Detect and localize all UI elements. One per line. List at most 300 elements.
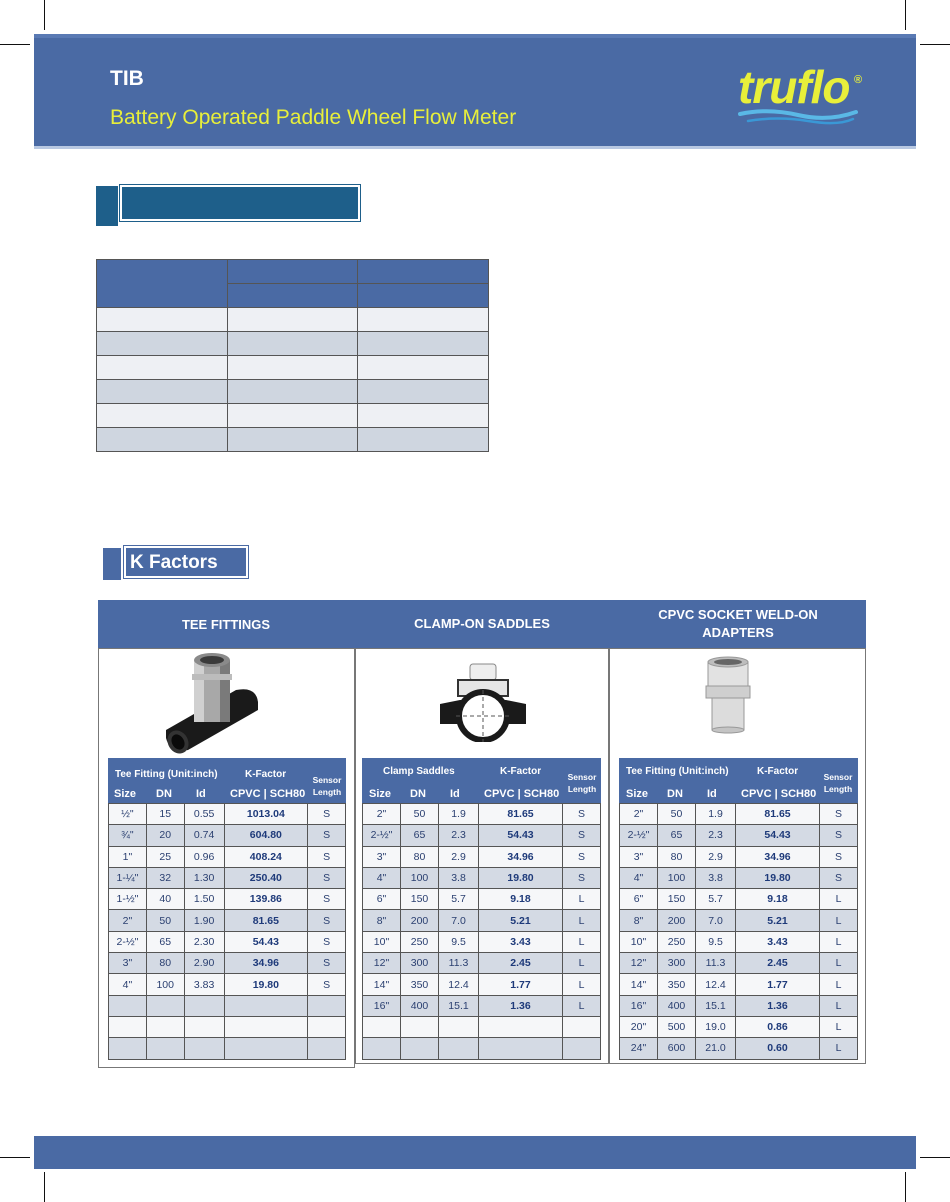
table-row	[97, 332, 489, 356]
table-cell	[97, 308, 228, 332]
table-cell	[97, 380, 228, 404]
dn-cell	[146, 995, 184, 1016]
kfactor-cell: 1.77	[736, 974, 820, 995]
sensor-length-cell: S	[308, 804, 346, 825]
kfactor-cell: 250.40	[224, 867, 308, 888]
kfactor-cell: 54.43	[736, 825, 820, 846]
table-row	[97, 308, 489, 332]
id-cell: 21.0	[696, 1038, 736, 1059]
sensor-length-cell: L	[820, 910, 858, 931]
section-marker	[96, 186, 118, 226]
size-cell	[109, 1016, 147, 1037]
sensor-length-cell: S	[563, 846, 601, 867]
kfactor-cell: 2.45	[479, 953, 563, 974]
clamp-kfactor-label: K-Factor	[500, 766, 542, 777]
id-cell: 7.0	[439, 910, 479, 931]
socket-col-id: Id	[707, 788, 717, 800]
tee-caption: Tee Fitting (Unit:inch)	[115, 769, 218, 780]
table-row	[620, 931, 858, 952]
table-row	[363, 889, 601, 910]
tee-kfactor-label: K-Factor	[245, 769, 287, 780]
dn-cell: 50	[146, 910, 184, 931]
tee-table-header	[108, 758, 346, 803]
clamp-saddle-icon	[436, 660, 530, 742]
socket-kfactor-label: K-Factor	[757, 766, 799, 777]
table-header-cell	[227, 284, 358, 308]
kfactor-cell: 3.43	[479, 931, 563, 952]
id-cell	[439, 1016, 479, 1037]
id-cell: 1.9	[696, 804, 736, 825]
k-factors-title: K Factors	[124, 546, 248, 578]
table-header-cell	[227, 260, 358, 284]
kfactor-cell: 81.65	[736, 804, 820, 825]
table-row	[620, 804, 858, 825]
table-cell	[227, 404, 358, 428]
size-cell: 10"	[363, 931, 401, 952]
socket-col-k: CPVC | SCH80	[741, 788, 817, 800]
column-title-clamp: CLAMP-ON SADDLES	[414, 616, 550, 631]
id-cell	[439, 1038, 479, 1059]
clamp-col-id: Id	[450, 788, 460, 800]
socket-adapter-icon	[702, 656, 754, 734]
truflo-logo	[738, 60, 878, 130]
table-row	[97, 260, 489, 284]
dn-cell: 400	[658, 995, 696, 1016]
table-row	[97, 356, 489, 380]
size-cell: 14"	[620, 974, 658, 995]
tee-kfactor-table	[108, 803, 346, 1060]
table-header-cell	[358, 260, 489, 284]
sensor-label-line: Sensor	[567, 772, 597, 782]
kfactor-cell: 19.80	[479, 867, 563, 888]
size-cell: 2"	[109, 910, 147, 931]
size-cell: 24"	[620, 1038, 658, 1059]
id-cell: 0.74	[184, 825, 224, 846]
sensor-length-cell: L	[820, 1038, 858, 1059]
table-row	[109, 953, 346, 974]
id-cell: 1.9	[439, 804, 479, 825]
tee-sensor-label	[309, 774, 345, 798]
sensor-length-cell: S	[308, 846, 346, 867]
dn-cell: 600	[658, 1038, 696, 1059]
size-cell: 20"	[620, 1016, 658, 1037]
kfactor-cell: 9.18	[736, 889, 820, 910]
socket-caption: Tee Fitting (Unit:inch)	[626, 766, 729, 777]
size-cell: 10"	[620, 931, 658, 952]
table-row	[620, 889, 858, 910]
id-cell: 1.90	[184, 910, 224, 931]
sensor-length-cell	[308, 1038, 346, 1059]
id-cell: 12.4	[696, 974, 736, 995]
table-cell	[227, 332, 358, 356]
id-cell: 0.55	[184, 804, 224, 825]
kfactor-cell: 81.65	[479, 804, 563, 825]
id-cell: 9.5	[439, 931, 479, 952]
table-cell	[358, 404, 489, 428]
crop-mark	[0, 1157, 30, 1158]
sensor-length-cell: S	[563, 867, 601, 888]
dn-cell: 300	[401, 953, 439, 974]
sensor-length-cell: S	[308, 889, 346, 910]
dn-cell: 200	[658, 910, 696, 931]
size-cell: 2"	[363, 804, 401, 825]
id-cell: 3.8	[696, 867, 736, 888]
kfactor-cell: 19.80	[736, 867, 820, 888]
dn-cell: 40	[146, 889, 184, 910]
sensor-length-cell: S	[308, 867, 346, 888]
table-row	[363, 995, 601, 1016]
sensor-length-cell: S	[563, 804, 601, 825]
size-cell: 14"	[363, 974, 401, 995]
size-cell	[363, 1016, 401, 1037]
sensor-length-cell: S	[308, 825, 346, 846]
socket-sensor-label	[820, 771, 856, 795]
clamp-table-header	[362, 758, 601, 803]
id-cell: 11.3	[439, 953, 479, 974]
table-row	[620, 825, 858, 846]
table-cell	[97, 404, 228, 428]
sensor-length-cell: L	[820, 953, 858, 974]
sensor-length-cell: L	[820, 889, 858, 910]
crop-mark	[44, 0, 45, 30]
dn-cell: 500	[658, 1016, 696, 1037]
dn-cell: 50	[658, 804, 696, 825]
kfactor-cell: 81.65	[224, 910, 308, 931]
kfactor-cell: 34.96	[736, 846, 820, 867]
kfactor-cell: 3.43	[736, 931, 820, 952]
id-cell: 5.7	[439, 889, 479, 910]
dn-cell: 65	[146, 931, 184, 952]
sensor-length-cell: S	[820, 804, 858, 825]
id-cell: 3.8	[439, 867, 479, 888]
table-row	[620, 1016, 858, 1037]
table-cell	[97, 428, 228, 452]
header-underline	[34, 146, 916, 149]
sensor-length-cell: S	[308, 931, 346, 952]
id-cell: 9.5	[696, 931, 736, 952]
crop-mark	[44, 1172, 45, 1202]
table-cell	[358, 308, 489, 332]
table-row	[620, 974, 858, 995]
dn-cell: 80	[401, 846, 439, 867]
kfactor-cell	[224, 995, 308, 1016]
dn-cell: 250	[401, 931, 439, 952]
crop-mark	[0, 44, 30, 45]
section-marker	[103, 548, 121, 580]
kfactor-cell: 1.77	[479, 974, 563, 995]
socket-table-header	[619, 758, 858, 803]
size-cell	[109, 995, 147, 1016]
crop-mark	[905, 1172, 906, 1202]
sensor-length-cell: L	[820, 995, 858, 1016]
clamp-sensor-label	[564, 771, 600, 795]
dn-cell: 150	[401, 889, 439, 910]
table-row	[363, 910, 601, 931]
table-cell	[227, 308, 358, 332]
footer-band	[34, 1136, 916, 1169]
dn-cell: 50	[401, 804, 439, 825]
table-row	[620, 846, 858, 867]
table-row	[363, 846, 601, 867]
size-cell: 2"	[620, 804, 658, 825]
dn-cell: 80	[658, 846, 696, 867]
crop-mark	[920, 1157, 950, 1158]
table-row	[109, 931, 346, 952]
kfactor-cell	[224, 1016, 308, 1037]
id-cell: 7.0	[696, 910, 736, 931]
tee-fitting-icon	[158, 650, 268, 756]
column-title-socket-line2: ADAPTERS	[702, 625, 774, 640]
size-cell: 8"	[620, 910, 658, 931]
table-cell	[358, 356, 489, 380]
kfactor-cell: 19.80	[224, 974, 308, 995]
sensor-label-line: Length	[823, 784, 853, 794]
table-cell	[358, 332, 489, 356]
kfactor-cell: 34.96	[224, 953, 308, 974]
table-cell	[227, 428, 358, 452]
table-row	[620, 867, 858, 888]
kfactor-cell	[479, 1038, 563, 1059]
id-cell: 2.9	[696, 846, 736, 867]
sensor-length-cell: L	[563, 910, 601, 931]
kfactor-cell: 5.21	[479, 910, 563, 931]
kfactor-cell: 34.96	[479, 846, 563, 867]
id-cell: 2.3	[439, 825, 479, 846]
table-cell	[227, 380, 358, 404]
dn-cell: 15	[146, 804, 184, 825]
size-cell: 4"	[363, 867, 401, 888]
socket-col-dn: DN	[667, 788, 683, 800]
dn-cell: 250	[658, 931, 696, 952]
logo-wordmark: truflo	[738, 61, 850, 113]
sensor-length-cell: L	[563, 931, 601, 952]
clamp-caption: Clamp Saddles	[383, 766, 455, 777]
size-cell: 12"	[620, 953, 658, 974]
size-cell: 8"	[363, 910, 401, 931]
sensor-length-cell	[308, 1016, 346, 1037]
sensor-length-cell: S	[820, 825, 858, 846]
size-cell: 1-½"	[109, 889, 147, 910]
column-title-tee: TEE FITTINGS	[181, 617, 271, 632]
logo-wave-icon	[738, 106, 858, 126]
id-cell: 5.7	[696, 889, 736, 910]
sensor-length-cell	[563, 1016, 601, 1037]
id-cell: 11.3	[696, 953, 736, 974]
size-cell: 1"	[109, 846, 147, 867]
table-cell	[97, 332, 228, 356]
table-row	[363, 974, 601, 995]
table-row	[363, 1038, 601, 1059]
section-title-bar	[120, 185, 360, 221]
dn-cell: 350	[658, 974, 696, 995]
id-cell: 3.83	[184, 974, 224, 995]
id-cell: 2.3	[696, 825, 736, 846]
size-cell	[363, 1038, 401, 1059]
kfactor-cell: 139.86	[224, 889, 308, 910]
table-row	[363, 825, 601, 846]
logo-registered-mark: ®	[854, 74, 863, 86]
dn-cell: 100	[146, 974, 184, 995]
table-row	[97, 428, 489, 452]
table-cell	[227, 356, 358, 380]
table-row	[620, 953, 858, 974]
size-cell: 3"	[620, 846, 658, 867]
clamp-col-k: CPVC | SCH80	[484, 788, 560, 800]
size-cell: 4"	[620, 867, 658, 888]
size-cell	[109, 1038, 147, 1059]
crop-mark	[905, 0, 906, 30]
id-cell	[184, 1016, 224, 1037]
dn-cell: 25	[146, 846, 184, 867]
size-cell: 2-½"	[109, 931, 147, 952]
sensor-label-line: Length	[567, 784, 597, 794]
kfactor-cell: 1.36	[479, 995, 563, 1016]
sensor-label-line: Sensor	[312, 775, 342, 785]
kfactor-cell: 54.43	[224, 931, 308, 952]
size-cell: 6"	[620, 889, 658, 910]
table-cell	[358, 428, 489, 452]
id-cell: 1.30	[184, 867, 224, 888]
kfactor-cell	[479, 1016, 563, 1037]
id-cell: 0.96	[184, 846, 224, 867]
table-row	[97, 404, 489, 428]
size-cell: 16"	[620, 995, 658, 1016]
id-cell: 12.4	[439, 974, 479, 995]
clamp-kfactor-table	[362, 803, 601, 1060]
sensor-label-line: Length	[312, 787, 342, 797]
table-row	[109, 1038, 346, 1059]
tee-col-id: Id	[196, 788, 206, 800]
table-cell	[97, 356, 228, 380]
size-cell: 1-¼"	[109, 867, 147, 888]
kfactor-cell: 2.45	[736, 953, 820, 974]
kfactor-cell: 5.21	[736, 910, 820, 931]
specification-table	[96, 259, 489, 452]
dn-cell: 65	[401, 825, 439, 846]
size-cell: ½"	[109, 804, 147, 825]
kfactor-cell: 408.24	[224, 846, 308, 867]
dn-cell	[146, 1038, 184, 1059]
sensor-length-cell: S	[820, 867, 858, 888]
id-cell: 19.0	[696, 1016, 736, 1037]
sensor-length-cell: L	[820, 931, 858, 952]
sensor-length-cell: S	[563, 825, 601, 846]
dn-cell	[401, 1016, 439, 1037]
kfactor-cell: 1013.04	[224, 804, 308, 825]
clamp-col-dn: DN	[410, 788, 426, 800]
table-row	[109, 974, 346, 995]
dn-cell: 350	[401, 974, 439, 995]
sensor-length-cell: L	[820, 1016, 858, 1037]
sensor-length-cell: S	[308, 953, 346, 974]
table-row	[109, 995, 346, 1016]
kfactor-cell: 0.86	[736, 1016, 820, 1037]
dn-cell: 150	[658, 889, 696, 910]
socket-kfactor-table	[619, 803, 858, 1060]
dn-cell	[146, 1016, 184, 1037]
dn-cell: 80	[146, 953, 184, 974]
table-header-cell	[358, 284, 489, 308]
dn-cell: 100	[658, 867, 696, 888]
table-row	[109, 1016, 346, 1037]
size-cell: 2-½"	[363, 825, 401, 846]
table-row	[620, 910, 858, 931]
sensor-length-cell: L	[563, 974, 601, 995]
socket-col-size: Size	[626, 788, 649, 800]
size-cell: 6"	[363, 889, 401, 910]
table-row	[363, 953, 601, 974]
dn-cell: 400	[401, 995, 439, 1016]
size-cell: 3"	[109, 953, 147, 974]
table-row	[620, 1038, 858, 1059]
table-row	[109, 804, 346, 825]
size-cell: 4"	[109, 974, 147, 995]
dn-cell: 32	[146, 867, 184, 888]
sensor-length-cell	[563, 1038, 601, 1059]
dn-cell: 20	[146, 825, 184, 846]
sensor-length-cell: S	[308, 974, 346, 995]
dn-cell: 200	[401, 910, 439, 931]
size-cell: 12"	[363, 953, 401, 974]
id-cell: 2.9	[439, 846, 479, 867]
sensor-length-cell: L	[563, 889, 601, 910]
id-cell: 2.30	[184, 931, 224, 952]
dn-cell: 100	[401, 867, 439, 888]
sensor-length-cell: L	[563, 953, 601, 974]
kfactor-cell: 0.60	[736, 1038, 820, 1059]
sensor-length-cell	[308, 995, 346, 1016]
kfactor-cell: 1.36	[736, 995, 820, 1016]
size-cell: 2-½"	[620, 825, 658, 846]
id-cell	[184, 995, 224, 1016]
table-row	[109, 910, 346, 931]
table-row	[109, 889, 346, 910]
dn-cell: 65	[658, 825, 696, 846]
id-cell	[184, 1038, 224, 1059]
tee-col-k: CPVC | SCH80	[230, 788, 306, 800]
dn-cell	[401, 1038, 439, 1059]
id-cell: 2.90	[184, 953, 224, 974]
sensor-length-cell: S	[820, 846, 858, 867]
sensor-label-line: Sensor	[823, 772, 853, 782]
id-cell: 1.50	[184, 889, 224, 910]
table-row	[109, 867, 346, 888]
document-subtitle: Battery Operated Paddle Wheel Flow Meter	[110, 106, 517, 129]
column-title-socket-line1: CPVC SOCKET WELD-ON	[658, 607, 818, 622]
tee-col-size: Size	[114, 788, 137, 800]
crop-mark	[920, 44, 950, 45]
table-row	[109, 825, 346, 846]
table-cell	[358, 380, 489, 404]
table-row	[620, 995, 858, 1016]
table-row	[363, 867, 601, 888]
table-row	[363, 931, 601, 952]
size-cell: ¾"	[109, 825, 147, 846]
id-cell: 15.1	[439, 995, 479, 1016]
size-cell: 16"	[363, 995, 401, 1016]
sensor-length-cell: L	[563, 995, 601, 1016]
dn-cell: 300	[658, 953, 696, 974]
tee-col-dn: DN	[156, 788, 172, 800]
id-cell: 15.1	[696, 995, 736, 1016]
clamp-col-size: Size	[369, 788, 392, 800]
document-title: TIB	[110, 67, 144, 90]
table-header-cell	[97, 260, 228, 308]
kfactor-cell: 9.18	[479, 889, 563, 910]
table-row	[109, 846, 346, 867]
kfactor-cell: 54.43	[479, 825, 563, 846]
kfactor-cell: 604.80	[224, 825, 308, 846]
